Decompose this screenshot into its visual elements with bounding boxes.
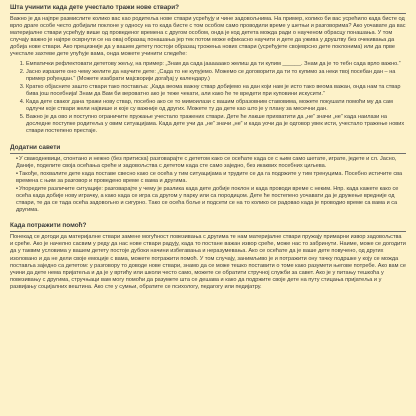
bullet-icon: • xyxy=(16,170,18,177)
list-item: 4. Када дете сваког дана тражи нову ствар, посебно ако се то мимоилази с вашим образовним ставовима, можете покушати помоћи му да сам одлучи које ствари жели највише и које су важније од других. Можете ту да дете као што је у плану за месечни дан. xyxy=(26,99,406,113)
section-title: Шта учинити када дете учестало тражи нове ствари? xyxy=(10,4,180,11)
list-item: 1. Емпатички рефлектовати дететову жељу, на пример: „Знам да сада јаааааако желиш да ти купим ______. Знам да је то тебн сада врло важно.“ xyxy=(26,61,406,68)
list-item xyxy=(16,156,406,170)
list-item xyxy=(16,171,406,185)
divider xyxy=(10,153,406,154)
list-item-text: Упоредите различите ситуације: разговарајте у чему је разлика када дете добије поклон и када проводи време с неким. Нпр. када кажете како се осећа када добије нову играчку, а како када се игра са другом у парку или са породицом. Дете ће постепено уочавати да је дружење вредније од ствари, те да се тада осећа задовољно и сигурно. Тако се осећа боље и подсети се на то колико се радовао када је проводио време са вама и са другима. xyxy=(16,185,399,214)
list-item xyxy=(16,186,406,214)
section-additional-tips xyxy=(10,144,406,215)
list-item: 3. Кратко објасните зашто ствари тако поставља: „Када веома важну ствар добијемо на дан који нам је исто тако веома важан, онда нам та ствар бива још посебнија! Знам да Вам би вероватно ако је теже чекати, али како ће те вредети при куповини искусити.“ xyxy=(26,84,406,98)
paragraph: Понекад се догоди да материјалне ствари замене могућност повезивања с другима те нам материјалне ствари пружају примарни извор задовољства и среће. Ако је начелно сасвим у реду да нас нове ствари радују, када то постане важан извор среће, може нас то забринути. Наиме, може се догодити да у таквим условима у вашем детету постоје дубоки начини избегавања и неразумевања. Ако се осећате да је ваше дете повучено, од других изоловано и да не дели своје емоције с вама, можете потражити помоћ. У том случају, занимљиво је и потражити ону тачку подршке у коју се можда поставља заједно са дететом: у разговору то доводе нове ствари, знамо да се може тешко поставити о томе како разумети његове потребе. Ако вам се учини да дете нема пријатеља и да је у вртићу или школи често само, можете се обратити стручној служби за савет. Ако је у питању тешкоћа у повезивању с другима, стручњаци вам могу помоћи да разумете шта се дешава и како да подржите своје дете на путу стицања пријатеља и у развијању социјалних вештина. Ако сте у сумњи, обратите се психологу, педагогу или педијатру. xyxy=(10,234,406,290)
section-when-to-seek-help xyxy=(10,222,406,291)
section-what-to-do xyxy=(10,4,406,136)
divider xyxy=(10,231,406,232)
bullet-icon: • xyxy=(16,155,18,162)
list-item: 5. Важно је да ово и поступно ограничите пружање учестало тражених ствари. Дете ће лакше прихватити да „не“ значи „не“ када наилази на доследне поступке родитеља у овим ситуацијама. Када дете учи да „не“ значи „не“ и када уочи да је одговор увек исти, учестало тражење нових ствари постепено престаје. xyxy=(26,114,406,135)
list-item-text: Такође, похвалите дете када поставе свесно како се осећа у тим ситуацијама и трудите се да га подржите у тим тренуцима. Посебно истичите сва времена с њим за разговор и проведено време с вама и другима. xyxy=(16,170,403,184)
list-item: 2. Јасно изразите оно чему желите да научите дете: „Сада то не купујемо. Можемо се договорити да ти то купимо за неки твој посебан дан – на пример рођендан.“ (Можете изабрати мајсворији догађај у календару.) xyxy=(26,69,406,83)
bullet-icon: • xyxy=(16,185,18,192)
list-item-text: У свакодневици, спонтано и нежно (без притиска) разговарајте с дететом како се осећате када се с њим само шетате, играте, једете и сл. Јасно, Даније, поделите своја осећања среће и задовољства с дететом када сте само заједно, без икаквих посебних циљева. xyxy=(16,155,397,169)
divider xyxy=(10,13,406,14)
bullet-list xyxy=(10,156,406,215)
section-title: Када потражити помоћ? xyxy=(10,222,87,230)
paragraph: Важно је да најпре размислите колико вас као родитеља нове ствари усрећују и чине задовољнима. На пример, колико би вас усрећило када бисте од врло драге особе често добијали поклоне у односу на то када бисте с том особом само проводили време у шетњи и разговорима? Ако уочавате да вас материјалне ствари усрећују више од проведеног времена с другом особом, онда је код детета можда ради о научeном обрасцу понашања. У том случају важно је најпре осврнути се на овај образац понашања јер тек потом може ефикасно научити и дете да уживa у друштву без очекивања да добија нове ствари. Ако прецизније да у вашем детету постоји образац трожења нових ствари (усрећујете својеврсно дете поклонима) или да прве учестале захтеве дете упућује вама, онда можете учинити следеће: xyxy=(10,16,406,58)
section-title: Додатни савети xyxy=(10,143,61,151)
numbered-list xyxy=(10,61,406,136)
